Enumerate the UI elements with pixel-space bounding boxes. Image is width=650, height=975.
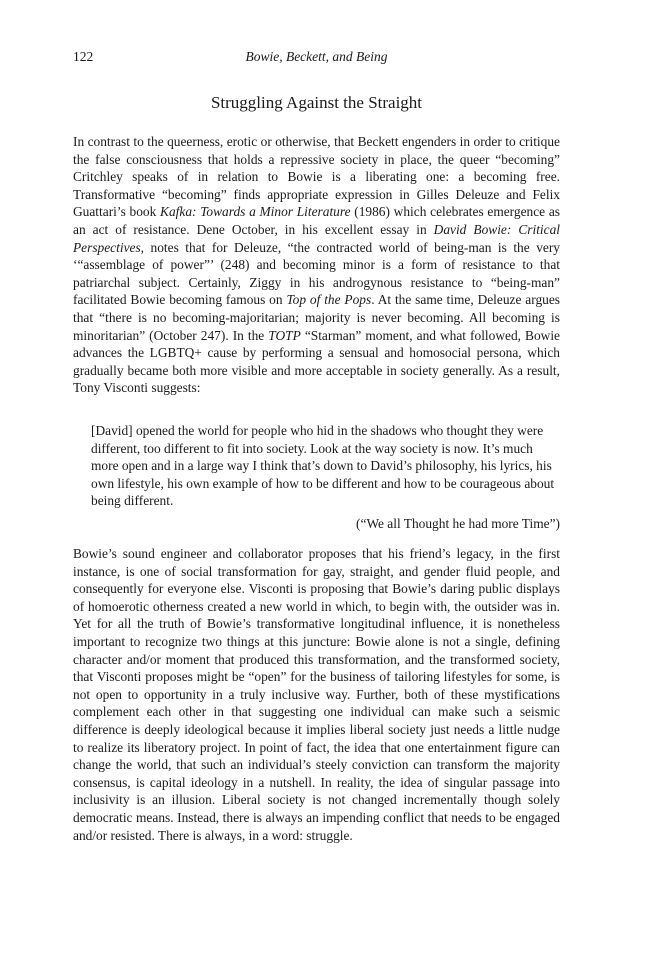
show-title-top-of-the-pops: Top of the Pops	[286, 292, 372, 308]
text-run: (1986) which celebrates emergence as an act of resistance. Dene October, in his excellent essay in	[73, 204, 560, 237]
block-quote	[91, 422, 560, 533]
text-run: . At the same time, Deleuze argues that “there is no becoming-majoritarian; majority is never becoming. All becoming is minoritarian” (October 247). In the	[73, 292, 561, 343]
show-abbrev-totp: TOTP	[268, 327, 301, 343]
book-title-kafka: Kafka: Towards a Minor Literature	[160, 204, 351, 220]
running-head	[73, 47, 560, 67]
book-title-critical-perspectives: David Bowie: Critical Perspectives	[73, 221, 560, 255]
quote-text: [David] opened the world for people who hid in the shadows who thought they were different, too different to fit into society. Look at the way society is now. It’s much more open and in a large way I think that’s down to David’s philosophy, his lyrics, his own lifestyle, his own example of how to be different and how to be courageous about being different.	[91, 423, 555, 509]
text-run: , notes that for Deleuze, “the contracted world of being-man is the very ‘“assemblage of power”’ (248) and becoming minor is a form of resistance to that patriarchal subject. Certainly, Ziggy in his androgynous resistance to “being-man” facilitated Bowie becoming famous on	[73, 239, 560, 308]
body-paragraph-1	[73, 133, 560, 397]
body-paragraph-2: Bowie’s sound engineer and collaborator proposes that his friend’s legacy, in the first instance, is one of social transformation for gay, straight, and gender fluid people, and consequently for everyone else. Visconti is proposing that Bowie’s daring public displays of homoerotic otherness created a new world in which, to begin with, the outsider was in. Yet for all the truth of Bowie’s transformative longitudinal influence, it is nonetheless important to recognize two things at this juncture: Bowie alone is not a single, defining character and/or moment that produced this transformation, and the transformed society, that Visconti proposes might be “open” for the business of tailoring lifestyles for some, is not open to opportunity in a truly inclusive way. Further, both of these mystifications complement each other in that suggesting one individual can make such a seismic difference is deeply ideological because it implies liberal society just needs a little nudge to realize its liberatory project. In point of fact, the idea that one entertainment figure can change the world, that such an individual’s steely conviction can transform the majority consensus, is capital ideology in a nutshell. In reality, the idea of singular passage into inclusivity is an illusion. Liberal society is not changed incrementally though solely democratic means. Instead, there is always an impending conflict that needs to be engaged and/or resisted. There is always, in a word: struggle.	[73, 546, 560, 843]
text-run: “Starman” moment, and what followed, Bowie advances the LGBTQ+ cause by performing a sensual and homosocial persona, which gradually became both more visible and more acceptable in society generally. As a result, Tony Visconti suggests:	[73, 327, 560, 396]
page-number: 122	[73, 49, 94, 64]
text-run: In contrast to the queerness, erotic or otherwise, that Beckett engenders in order to critique the false consciousness that holds a repressive society in place, the queer “becoming” Critchley speaks of in relation to Bowie is a liberating one: a becoming free. Transformative “becoming” finds appropriate expression in Gilles Deleuze and Felix Guattari’s book	[73, 134, 560, 220]
section-heading: Struggling Against the Straight	[210, 93, 423, 112]
quote-citation: (“We all Thought he had more Time”)	[356, 515, 560, 531]
running-title: Bowie, Beckett, and Being	[245, 49, 388, 64]
